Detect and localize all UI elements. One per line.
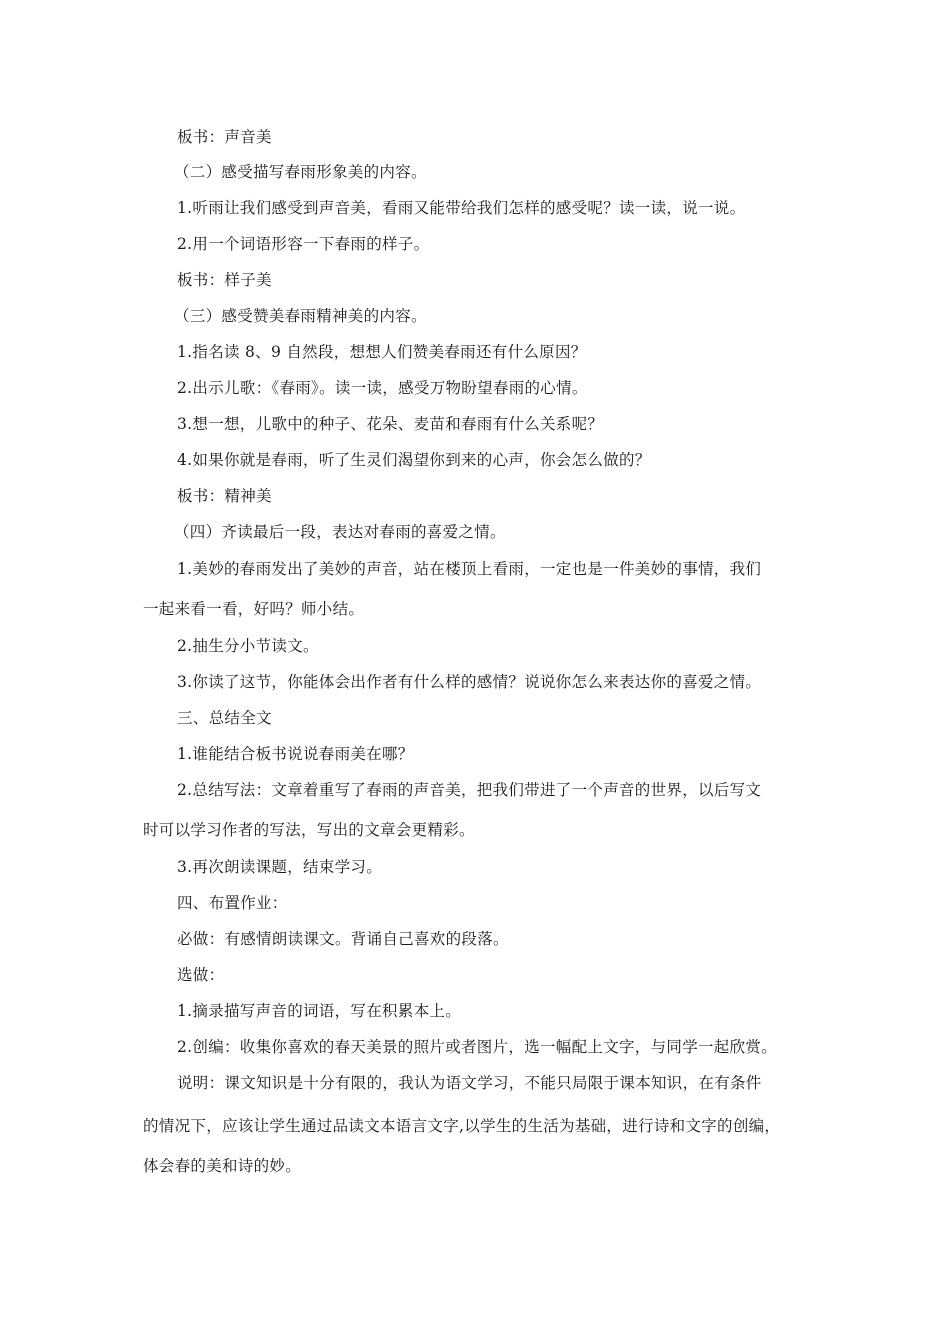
paragraph-line: 3.想一想，儿歌中的种子、花朵、麦苗和春雨有什么关系呢？ <box>177 415 604 433</box>
note-paragraph-continuation: 的情况下，应该让学生通过品读文本语言文字,以学生的生活为基础，进行诗和文字的创编， <box>143 1117 781 1135</box>
paragraph-line: 2.创编：收集你喜欢的春天美景的照片或者图片，选一幅配上文字，与同学一起欣赏。 <box>177 1038 777 1056</box>
part-three-heading: 三、总结全文 <box>177 709 272 727</box>
section-three-heading: （三）感受赞美春雨精神美的内容。 <box>174 307 427 325</box>
paragraph-line: 3.再次朗读课题，结束学习。 <box>177 858 382 876</box>
paragraph-line: 3.你读了这节，你能体会出作者有什么样的感情？说说你怎么来表达你的喜爱之情。 <box>177 673 762 691</box>
paragraph-line: 2.总结写法：文章着重写了春雨的声音美，把我们带进了一个声音的世界，以后写文 <box>177 781 762 799</box>
section-two-heading: （二）感受描写春雨形象美的内容。 <box>174 163 427 181</box>
paragraph-line: 1.摘录描写声音的词语，写在积累本上。 <box>177 1002 461 1020</box>
paragraph-line: 1.美妙的春雨发出了美妙的声音，站在楼顶上看雨，一定也是一件美妙的事情，我们 <box>177 560 762 578</box>
note-paragraph-line: 说明：课文知识是十分有限的，我认为语文学习，不能只局限于课本知识，在有条件 <box>177 1074 762 1092</box>
part-four-heading: 四、布置作业： <box>177 894 288 912</box>
board-note-sound: 板书：声音美 <box>177 128 272 146</box>
paragraph-line: 1.谁能结合板书说说春雨美在哪？ <box>177 745 414 763</box>
section-four-heading: （四）齐读最后一段，表达对春雨的喜爱之情。 <box>174 523 506 541</box>
paragraph-line: 2.出示儿歌：《春雨》。读一读，感受万物盼望春雨的心情。 <box>177 379 588 397</box>
paragraph-line: 4.如果你就是春雨，听了生灵们渴望你到来的心声，你会怎么做的？ <box>177 451 651 469</box>
paragraph-line: 必做：有感情朗读课文。背诵自己喜欢的段落。 <box>177 930 509 948</box>
paragraph-line-continuation: 一起来看一看，好吗？师小结。 <box>143 600 365 618</box>
paragraph-line: 2.用一个词语形容一下春雨的样子。 <box>177 235 430 253</box>
note-paragraph-continuation: 体会春的美和诗的妙。 <box>143 1157 302 1175</box>
paragraph-line: 选做： <box>177 966 225 984</box>
board-note-spirit: 板书：精神美 <box>177 487 272 505</box>
paragraph-line: 1.指名读 8、9 自然段，想想人们赞美春雨还有什么原因？ <box>177 343 587 361</box>
paragraph-line-continuation: 时可以学习作者的写法，写出的文章会更精彩。 <box>143 821 475 839</box>
paragraph-line: 2.抽生分小节读文。 <box>177 637 319 655</box>
board-note-appearance: 板书：样子美 <box>177 271 272 289</box>
paragraph-line: 1.听雨让我们感受到声音美，看雨又能带给我们怎样的感受呢？读一读，说一说。 <box>177 199 746 217</box>
